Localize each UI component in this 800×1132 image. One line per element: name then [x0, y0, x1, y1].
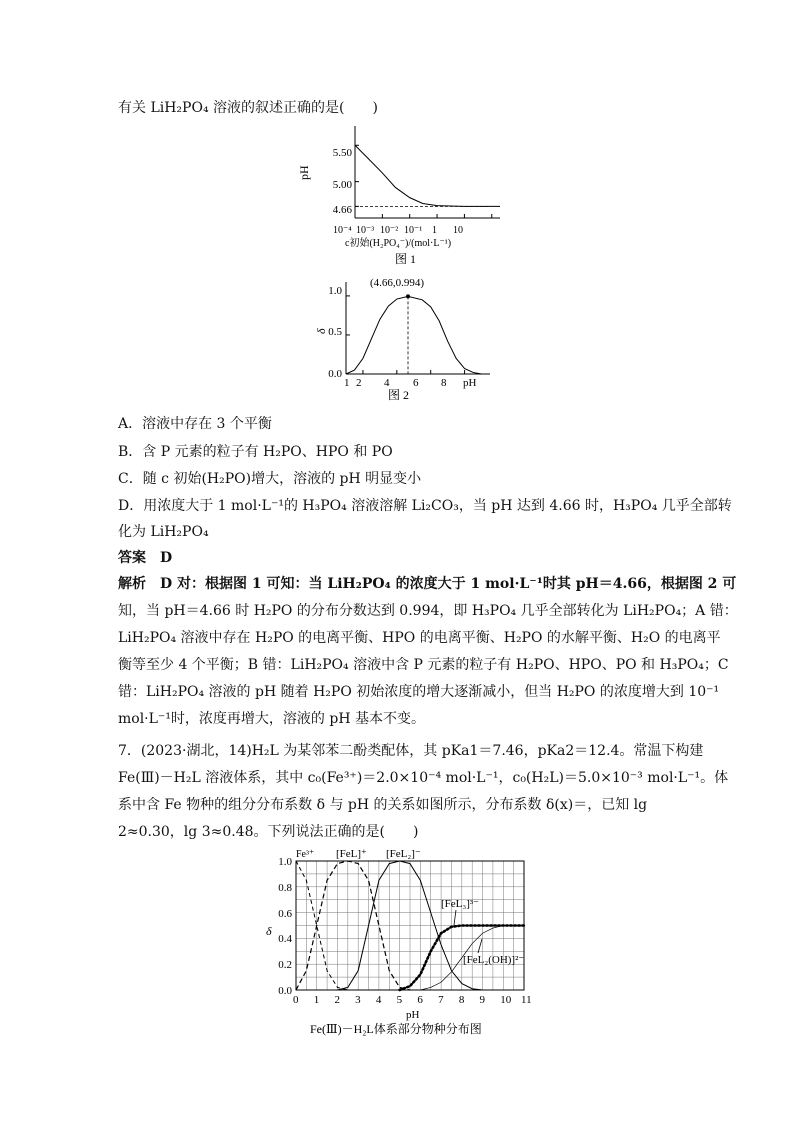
fig3-caption: Fe(Ⅲ)－H₂L体系部分物种分布图 [310, 1022, 482, 1036]
figure-3-chart [258, 843, 558, 1038]
fig3-pointer-fel3 [454, 910, 456, 925]
fig1-x-tick: 10⁻⁴ [333, 225, 352, 236]
option-a: A．溶液中存在 3 个平衡 [118, 416, 272, 432]
fig2-x-tick: 6 [413, 377, 419, 389]
figure-2-chart [310, 272, 500, 402]
answer: 答案 D [118, 550, 173, 566]
analysis-line [118, 574, 736, 594]
analysis-line: 知，当 pH＝4.66 时 H₂PO 的分布分数达到 0.994，即 H₃PO₄ 几乎全部转化为 LiH₂PO₄；A 错： [118, 603, 738, 619]
analysis-line-text: 解析 D 对：根据图 1 可知：当 LiH₂PO₄ 的浓度大于 1 mol·L⁻¹时其 pH＝4.66，根据图 2 可 [118, 576, 737, 592]
fig3-x-tick: 2 [334, 994, 340, 1006]
figure-1-chart [297, 118, 520, 268]
fig3-x-tick: 0 [293, 994, 299, 1006]
fig3-y-label: δ [266, 924, 272, 938]
fig3-label-fe3: Fe³⁺ [296, 849, 315, 860]
q7-line: 系中含 Fe 物种的组分分布系数 δ 与 pH 的关系如图所示，分布系数 δ(x)＝，已知 lg [118, 797, 648, 813]
fig3-label-fel2oh: [FeL₂(OH)]²⁻ [463, 954, 525, 966]
fig1-x-label: c初始(H₂PO₄⁻)/(mol·L⁻¹) [345, 238, 452, 249]
fig3-x-tick: 8 [458, 994, 465, 1006]
fig3-pointer-fel2oh [478, 939, 482, 953]
q7-line: 2≈0.30，lg 3≈0.48。下列说法正确的是( ) [118, 824, 419, 840]
q7-line: 7．(2023·湖北，14)H₂L 为某邻苯二酚类配体，其 pKa1＝7.46，pKa2＝12.4。常温下构建 [118, 743, 704, 759]
fig3-y-tick: 0.6 [278, 908, 292, 920]
fig2-x-tick: 2 [356, 377, 362, 389]
fig3-x-tick: 11 [521, 994, 532, 1006]
fig1-x-tick: 1 [432, 225, 437, 236]
fig2-x-tick: 4 [384, 377, 390, 389]
fig1-y-tick: 4.66 [332, 204, 352, 216]
fig3-x-tick: 1 [313, 994, 320, 1006]
fig1-y-tick: 5.00 [332, 179, 352, 191]
fig2-annotation: (4.66,0.994) [370, 277, 425, 289]
fig3-x-tick: 10 [500, 994, 512, 1006]
fig3-x-tick: 7 [438, 994, 444, 1006]
fig3-x-label: pH [406, 1009, 420, 1021]
q7-line: Fe(Ⅲ)－H₂L 溶液体系，其中 c₀(Fe³⁺)＝2.0×10⁻⁴ mol·L⁻¹，c₀(H₂L)＝5.0×10⁻³ mol·L⁻¹。体 [118, 770, 729, 786]
fig2-marker-point [406, 294, 410, 298]
fig1-caption: 图 1 [395, 252, 417, 266]
fig2-curve [346, 296, 482, 374]
fig2-y-tick: 1.0 [328, 285, 342, 297]
fig3-label-fel2: [FeL₂]⁻ [386, 848, 421, 860]
option-d-line-1: D．用浓度大于 1 mol·L⁻¹的 H₃PO₄ 溶液溶解 Li₂CO₃，当 pH 达到 4.66 时，H₃PO₄ 几乎全部转 [118, 498, 732, 514]
fig3-x-tick: 5 [396, 994, 403, 1006]
fig3-y-tick: 0.2 [278, 959, 292, 971]
fig2-y-tick: 0.0 [328, 368, 342, 380]
fig2-caption: 图 2 [388, 388, 410, 402]
option-d-line-2: 化为 LiH₂PO₄ [118, 524, 209, 540]
fig3-x-tick: 6 [417, 994, 423, 1006]
fig3-x-tick: 3 [355, 994, 361, 1006]
fig1-y-label: pH [297, 165, 311, 180]
question-stem: 有关 LiH₂PO₄ 溶液的叙述正确的是( ) [118, 100, 378, 116]
fig1-y-tick: 5.50 [332, 147, 352, 159]
fig3-x-tick: 4 [375, 994, 382, 1006]
fig3-y-tick: 0.8 [278, 882, 292, 894]
fig3-y-tick: 1.0 [278, 856, 292, 868]
fig3-y-tick: 0.0 [278, 985, 292, 997]
fig3-y-tick: 0.4 [278, 933, 292, 945]
fig3-label-fel3: [FeL₃]³⁻ [441, 898, 479, 910]
fig2-x-tick: 1 [344, 377, 350, 389]
fig2-x-label: pH [463, 377, 477, 389]
fig3-label-fel: [FeL]⁺ [336, 848, 367, 860]
option-c: C．随 c 初始(H₂PO)增大，溶液的 pH 明显变小 [118, 471, 422, 487]
fig1-x-tick: 10 [453, 225, 463, 236]
analysis-line: 衡等至少 4 个平衡；B 错：LiH₂PO₄ 溶液中含 P 元素的粒子有 H₂PO、HPO、PO 和 H₃PO₄；C [118, 657, 729, 673]
analysis-line: 错：LiH₂PO₄ 溶液的 pH 随着 H₂PO 初始浓度的增大逐渐减小，但当 H₂PO 的浓度增大到 10⁻¹ [118, 684, 720, 700]
fig2-y-label: δ [314, 328, 328, 334]
fig1-x-tick: 10⁻² [380, 225, 399, 236]
fig2-y-tick: 0.5 [328, 326, 342, 338]
fig3-x-tick: 9 [479, 994, 486, 1006]
analysis-line: LiH₂PO₄ 溶液中存在 H₂PO 的电离平衡、HPO 的电离平衡、H₂PO 的水解平衡、H₂O 的电离平 [118, 630, 721, 646]
analysis-line: mol·L⁻¹时，浓度再增大，溶液的 pH 基本不变。 [118, 711, 426, 727]
fig1-x-tick: 10⁻¹ [404, 225, 423, 236]
option-b: B．含 P 元素的粒子有 H₂PO、HPO 和 PO [118, 444, 393, 460]
fig2-x-tick: 8 [441, 377, 447, 389]
fig1-curve [355, 145, 500, 206]
fig1-x-tick: 10⁻³ [356, 225, 375, 236]
